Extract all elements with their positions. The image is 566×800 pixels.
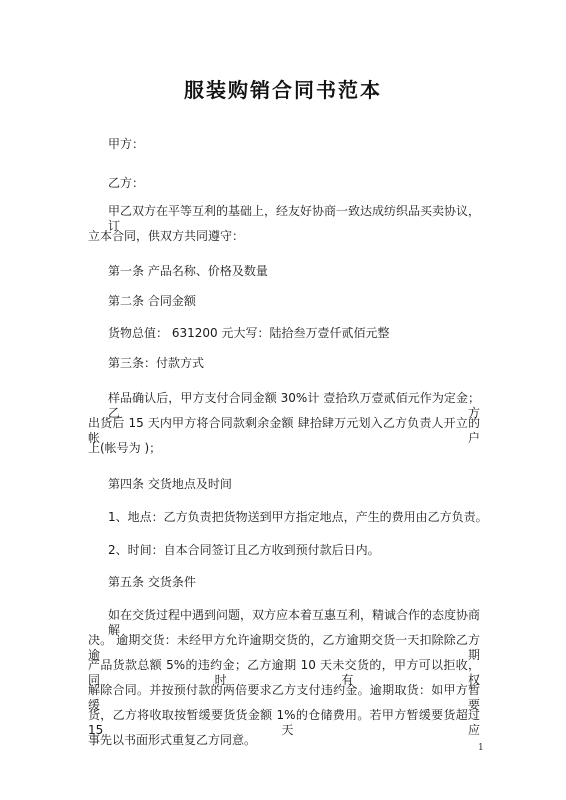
conditions-line: 解除合同。并按预付款的两倍要求乙方支付违约金。逾期取货：如甲方暂缓要 — [88, 683, 480, 712]
preamble-line: 立本合同，供双方共同遵守： — [88, 229, 245, 243]
conditions-line: 产品货款总额 5%的违约金；乙方逾期 10 天未交货的，甲方可以拒收，同时有权 — [88, 658, 480, 687]
party-b-label: 乙方： — [108, 176, 145, 190]
article-4-heading: 第四条 交货地点及时间 — [108, 477, 232, 491]
document-title: 服装购销合同书范本 — [184, 78, 382, 102]
article-3-heading: 第三条：付款方式 — [108, 356, 205, 370]
page-number: 1 — [478, 743, 484, 753]
article-2-heading: 第二条 合同金额 — [108, 294, 196, 308]
payment-line: 上(帐号为 )； — [88, 441, 162, 455]
conditions-line: 货，乙方将收取按暂缓要货货金额 1%的仓储费用。若甲方暂缓要货超过 15 天应 — [88, 708, 480, 737]
conditions-line: 决。 逾期交货：未经甲方允许逾期交货的，乙方逾期交货一天扣除除乙方逾期 — [88, 633, 480, 662]
article-1-heading: 第一条 产品名称、价格及数量 — [108, 264, 268, 278]
conditions-line: 事先以书面形式重复乙方同意。 — [88, 733, 257, 747]
party-a-label: 甲方： — [108, 137, 145, 151]
goods-total-value: 货物总值： 631200 元大写：陆拾叁万壹仟贰佰元整 — [108, 326, 390, 340]
delivery-time-text: 2、时间：自本合同签订且乙方收到预付款后日内。 — [108, 543, 380, 557]
delivery-place-text: 1、地点：乙方负责把货物送到甲方指定地点，产生的费用由乙方负责。 — [108, 510, 488, 524]
payment-line: 样品确认后，甲方支付合同金额 30%计 壹拾玖万壹贰佰元作为定金；乙方 — [108, 391, 480, 420]
article-5-heading: 第五条 交货条件 — [108, 575, 196, 589]
payment-line: 出货后 15 天内甲方将合同款剩余金额 肆拾肆万元划入乙方负责人开立的帐户 — [88, 416, 480, 445]
conditions-line: 如在交货过程中遇到问题，双方应本着互惠互利，精诚合作的态度协商解 — [108, 608, 481, 637]
preamble-line: 甲乙双方在平等互利的基础上，经友好协商一致达成纺织品买卖协议，订 — [108, 204, 481, 233]
